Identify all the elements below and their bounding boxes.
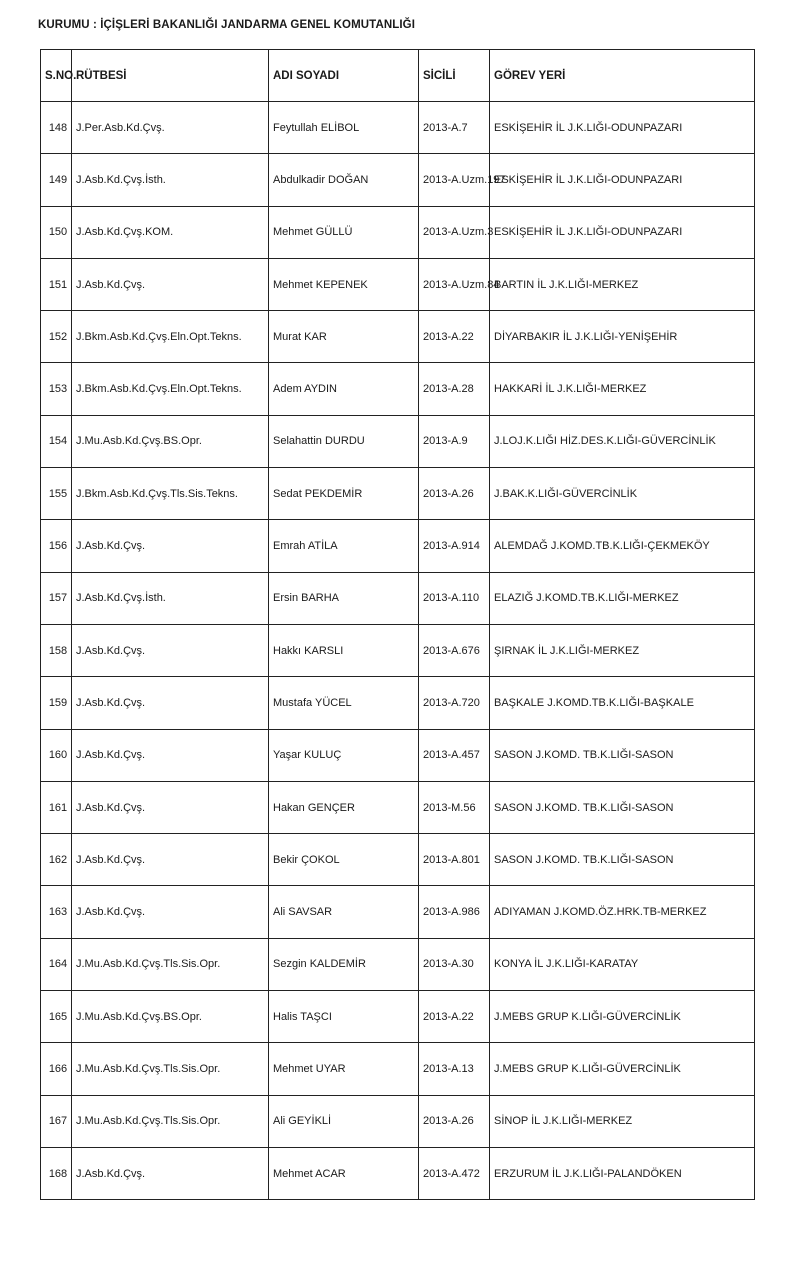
cell-name: Mehmet ACAR (269, 1147, 419, 1199)
cell-sno: 157 (41, 572, 72, 624)
table-row (41, 781, 755, 833)
cell-sno: 148 (41, 102, 72, 154)
cell-registry: 2013-A.472 (419, 1147, 490, 1199)
cell-rank: J.Asb.Kd.Çvş. (72, 1147, 269, 1199)
cell-registry: 2013-A.914 (419, 520, 490, 572)
cell-sno: 160 (41, 729, 72, 781)
cell-duty-station: ELAZIĞ J.KOMD.TB.K.LIĞI-MERKEZ (490, 572, 755, 624)
cell-registry: 2013-A.7 (419, 102, 490, 154)
table-row (41, 154, 755, 206)
cell-duty-station: J.LOJ.K.LIĞI HİZ.DES.K.LIĞI-GÜVERCİNLİK (490, 415, 755, 467)
cell-rank: J.Per.Asb.Kd.Çvş. (72, 102, 269, 154)
cell-sno: 164 (41, 938, 72, 990)
cell-rank: J.Bkm.Asb.Kd.Çvş.Eln.Opt.Tekns. (72, 363, 269, 415)
cell-rank: J.Mu.Asb.Kd.Çvş.Tls.Sis.Opr. (72, 1095, 269, 1147)
cell-sno: 149 (41, 154, 72, 206)
cell-sno: 166 (41, 1043, 72, 1095)
column-header-sno: S.NO. (41, 50, 72, 102)
cell-name: Mehmet KEPENEK (269, 258, 419, 310)
table-row (41, 102, 755, 154)
cell-name: Mustafa YÜCEL (269, 677, 419, 729)
cell-name: Feytullah ELİBOL (269, 102, 419, 154)
cell-sno: 162 (41, 834, 72, 886)
cell-name: Hakkı KARSLI (269, 624, 419, 676)
cell-duty-station: BAŞKALE J.KOMD.TB.K.LIĞI-BAŞKALE (490, 677, 755, 729)
table-row (41, 468, 755, 520)
cell-registry: 2013-A.26 (419, 1095, 490, 1147)
cell-duty-station: ALEMDAĞ J.KOMD.TB.K.LIĞI-ÇEKMEKÖY (490, 520, 755, 572)
cell-sno: 151 (41, 258, 72, 310)
cell-duty-station: HAKKARİ İL J.K.LIĞI-MERKEZ (490, 363, 755, 415)
table-row (41, 938, 755, 990)
cell-registry: 2013-A.801 (419, 834, 490, 886)
cell-name: Murat KAR (269, 311, 419, 363)
cell-rank: J.Mu.Asb.Kd.Çvş.Tls.Sis.Opr. (72, 1043, 269, 1095)
cell-registry: 2013-A.720 (419, 677, 490, 729)
column-header-registry: SİCİLİ (419, 50, 490, 102)
cell-duty-station: SASON J.KOMD. TB.K.LIĞI-SASON (490, 729, 755, 781)
cell-rank: J.Mu.Asb.Kd.Çvş.BS.Opr. (72, 415, 269, 467)
cell-duty-station: BARTIN İL J.K.LIĞI-MERKEZ (490, 258, 755, 310)
table-row (41, 1095, 755, 1147)
cell-name: Mehmet GÜLLÜ (269, 206, 419, 258)
table-row (41, 520, 755, 572)
cell-registry: 2013-A.457 (419, 729, 490, 781)
cell-duty-station: J.MEBS GRUP K.LIĞI-GÜVERCİNLİK (490, 1043, 755, 1095)
cell-duty-station: ESKİŞEHİR İL J.K.LIĞI-ODUNPAZARI (490, 102, 755, 154)
table-row (41, 729, 755, 781)
cell-duty-station: SİNOP İL J.K.LIĞI-MERKEZ (490, 1095, 755, 1147)
cell-name: Mehmet UYAR (269, 1043, 419, 1095)
cell-duty-station: ŞIRNAK İL J.K.LIĞI-MERKEZ (490, 624, 755, 676)
cell-duty-station: ERZURUM İL J.K.LIĞI-PALANDÖKEN (490, 1147, 755, 1199)
table-row (41, 415, 755, 467)
cell-name: Adem AYDIN (269, 363, 419, 415)
table-row (41, 363, 755, 415)
table-row (41, 311, 755, 363)
cell-rank: J.Asb.Kd.Çvş. (72, 677, 269, 729)
cell-rank: J.Asb.Kd.Çvş. (72, 886, 269, 938)
cell-rank: J.Mu.Asb.Kd.Çvş.Tls.Sis.Opr. (72, 938, 269, 990)
cell-name: Ali SAVSAR (269, 886, 419, 938)
cell-sno: 161 (41, 781, 72, 833)
cell-name: Ersin BARHA (269, 572, 419, 624)
table-row (41, 677, 755, 729)
cell-sno: 163 (41, 886, 72, 938)
page-title: KURUMU : İÇİŞLERİ BAKANLIĞI JANDARMA GENEL KOMUTANLIĞI (38, 19, 416, 31)
cell-registry: 2013-A.28 (419, 363, 490, 415)
cell-sno: 167 (41, 1095, 72, 1147)
table-row (41, 206, 755, 258)
cell-rank: J.Mu.Asb.Kd.Çvş.BS.Opr. (72, 991, 269, 1043)
cell-registry: 2013-A.22 (419, 991, 490, 1043)
cell-duty-station: ADIYAMAN J.KOMD.ÖZ.HRK.TB-MERKEZ (490, 886, 755, 938)
cell-duty-station: J.MEBS GRUP K.LIĞI-GÜVERCİNLİK (490, 991, 755, 1043)
cell-name: Bekir ÇOKOL (269, 834, 419, 886)
cell-duty-station: KONYA İL J.K.LIĞI-KARATAY (490, 938, 755, 990)
cell-registry: 2013-A.26 (419, 468, 490, 520)
cell-sno: 154 (41, 415, 72, 467)
table-row (41, 1043, 755, 1095)
cell-rank: J.Asb.Kd.Çvş. (72, 781, 269, 833)
cell-registry: 2013-A.676 (419, 624, 490, 676)
cell-name: Halis TAŞCI (269, 991, 419, 1043)
table-row (41, 886, 755, 938)
cell-duty-station: SASON J.KOMD. TB.K.LIĞI-SASON (490, 781, 755, 833)
cell-rank: J.Asb.Kd.Çvş. (72, 729, 269, 781)
cell-registry: 2013-A.986 (419, 886, 490, 938)
table-row (41, 572, 755, 624)
table-body (41, 102, 755, 1200)
cell-registry: 2013-A.9 (419, 415, 490, 467)
cell-registry: 2013-A.Uzm.3 (419, 206, 490, 258)
table-row (41, 624, 755, 676)
cell-registry: 2013-A.22 (419, 311, 490, 363)
cell-registry: 2013-A.30 (419, 938, 490, 990)
cell-name: Sedat PEKDEMİR (269, 468, 419, 520)
cell-duty-station: ESKİŞEHİR İL J.K.LIĞI-ODUNPAZARI (490, 154, 755, 206)
cell-rank: J.Asb.Kd.Çvş. (72, 258, 269, 310)
cell-name: Abdulkadir DOĞAN (269, 154, 419, 206)
cell-name: Yaşar KULUÇ (269, 729, 419, 781)
cell-duty-station: J.BAK.K.LIĞI-GÜVERCİNLİK (490, 468, 755, 520)
cell-rank: J.Asb.Kd.Çvş. (72, 834, 269, 886)
table-row (41, 991, 755, 1043)
cell-sno: 152 (41, 311, 72, 363)
cell-sno: 165 (41, 991, 72, 1043)
cell-sno: 150 (41, 206, 72, 258)
cell-rank: J.Bkm.Asb.Kd.Çvş.Eln.Opt.Tekns. (72, 311, 269, 363)
cell-registry: 2013-A.110 (419, 572, 490, 624)
cell-name: Sezgin KALDEMİR (269, 938, 419, 990)
column-header-duty-station: GÖREV YERİ (490, 50, 755, 102)
cell-rank: J.Asb.Kd.Çvş.KOM. (72, 206, 269, 258)
cell-rank: J.Asb.Kd.Çvş. (72, 624, 269, 676)
table-header-row (41, 50, 755, 102)
column-header-rank: RÜTBESİ (72, 50, 269, 102)
cell-rank: J.Asb.Kd.Çvş. (72, 520, 269, 572)
cell-name: Hakan GENÇER (269, 781, 419, 833)
cell-registry: 2013-A.Uzm.84 (419, 258, 490, 310)
cell-sno: 158 (41, 624, 72, 676)
cell-sno: 156 (41, 520, 72, 572)
cell-sno: 153 (41, 363, 72, 415)
cell-sno: 168 (41, 1147, 72, 1199)
cell-name: Emrah ATİLA (269, 520, 419, 572)
cell-duty-station: ESKİŞEHİR İL J.K.LIĞI-ODUNPAZARI (490, 206, 755, 258)
cell-rank: J.Asb.Kd.Çvş.İsth. (72, 572, 269, 624)
cell-registry: 2013-A.Uzm.197 (419, 154, 490, 206)
cell-rank: J.Bkm.Asb.Kd.Çvş.Tls.Sis.Tekns. (72, 468, 269, 520)
cell-registry: 2013-A.13 (419, 1043, 490, 1095)
cell-name: Selahattin DURDU (269, 415, 419, 467)
cell-sno: 155 (41, 468, 72, 520)
column-header-name: ADI SOYADI (269, 50, 419, 102)
cell-duty-station: SASON J.KOMD. TB.K.LIĞI-SASON (490, 834, 755, 886)
cell-name: Ali GEYİKLİ (269, 1095, 419, 1147)
cell-rank: J.Asb.Kd.Çvş.İsth. (72, 154, 269, 206)
table-row (41, 1147, 755, 1199)
table-row (41, 834, 755, 886)
cell-sno: 159 (41, 677, 72, 729)
cell-registry: 2013-M.56 (419, 781, 490, 833)
cell-duty-station: DİYARBAKIR İL J.K.LIĞI-YENİŞEHİR (490, 311, 755, 363)
table-row (41, 258, 755, 310)
personnel-table (40, 49, 755, 1200)
